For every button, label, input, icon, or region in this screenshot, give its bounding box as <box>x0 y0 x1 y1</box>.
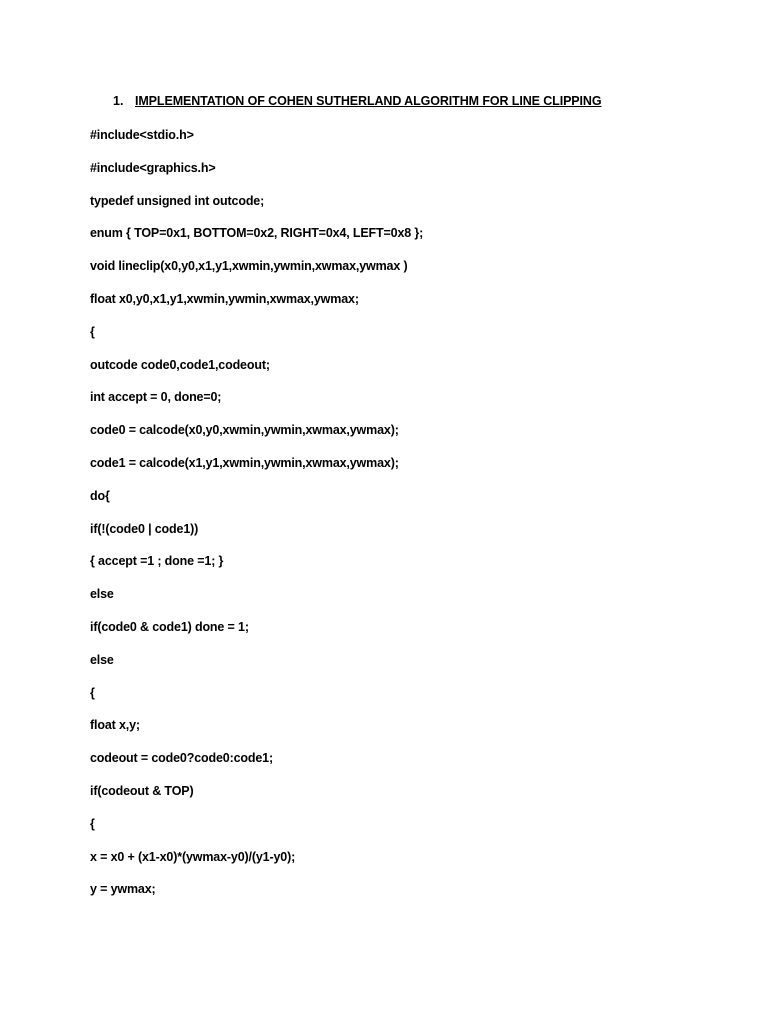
code-line: do{ <box>90 488 110 503</box>
code-line: #include<stdio.h> <box>90 128 194 142</box>
code-line: if(code0 & code1) done = 1; <box>90 619 249 634</box>
code-line: x = x0 + (x1-x0)*(ywmax-y0)/(y1-y0); <box>90 849 296 864</box>
code-line: float x,y; <box>90 718 140 733</box>
code-listing <box>90 127 423 914</box>
code-line: enum { TOP=0x1, BOTTOM=0x2, RIGHT=0x4, LEFT=0x8 }; <box>90 226 424 241</box>
code-line: #include<graphics.h> <box>90 160 216 175</box>
code-line: typedef unsigned int outcode; <box>90 193 265 208</box>
code-line: y = ywmax; <box>90 882 156 897</box>
section-heading <box>113 94 601 108</box>
code-line: float x0,y0,x1,y1,xwmin,ywmin,xwmax,ywmax; <box>90 291 359 306</box>
code-line: if(codeout & TOP) <box>90 783 194 798</box>
section-number: 1. <box>113 94 124 108</box>
code-line: codeout = code0?code0:code1; <box>90 751 273 766</box>
code-line: code0 = calcode(x0,y0,xwmin,ywmin,xwmax,ywmax); <box>90 423 399 438</box>
code-line: void lineclip(x0,y0,x1,y1,xwmin,ywmin,xwmax,ywmax ) <box>90 259 408 274</box>
code-line: { accept =1 ; done =1; } <box>90 554 224 569</box>
code-line: { <box>90 816 95 831</box>
code-line: code1 = calcode(x1,y1,xwmin,ywmin,xwmax,ywmax); <box>90 455 399 470</box>
code-line: outcode code0,code1,codeout; <box>90 357 270 372</box>
code-line: { <box>90 685 95 700</box>
code-line: { <box>90 324 95 339</box>
code-line: else <box>90 652 114 667</box>
section-title: IMPLEMENTATION OF COHEN SUTHERLAND ALGORITHM FOR LINE CLIPPING <box>135 94 602 108</box>
code-line: else <box>90 587 114 602</box>
code-line: if(!(code0 | code1)) <box>90 521 199 536</box>
code-line: int accept = 0, done=0; <box>90 390 222 405</box>
